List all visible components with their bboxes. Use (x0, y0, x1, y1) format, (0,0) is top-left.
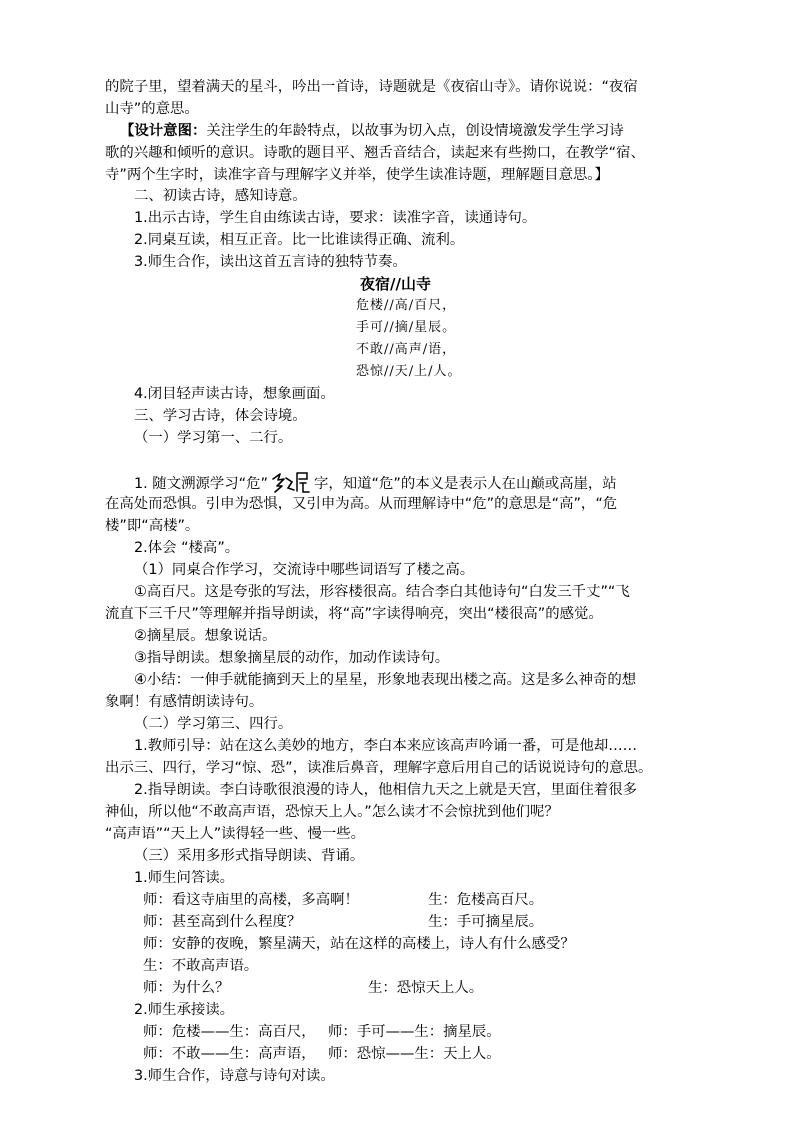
paragraph-line: （1）同桌合作学习，交流诗中哪些词语写了楼之高。 (134, 562, 475, 578)
paragraph-line: 在高处而恐惧。引申为恐惧，又引申为高。从而理解诗中“危”的意思是“高”，“危 (105, 496, 618, 512)
document-page: 的院子里，望着满天的星斗，吟出一首诗，诗题就是《夜宿山寺》。请你说说：“夜宿 山寺”的意思。 【设计意图：关注学生的年龄特点，以故事为切入点，创设情境激发学生学习诗 歌的兴趣和倾听的意识。诗歌的题目平、翘舌音结合，读起来有些拗口，在教学“宿、 寺”两个生字时，读准字音与理解字义并举，使学生读准诗题，理解题目意思。】 二、初读古诗，感知诗意。 1.出示古诗，学生自由练读古诗，要求：读准字音，读通诗句。 2.同桌互读，相互正音。比一比谁读得正确、流利。 3.师生合作，读出这首五言诗的独特节奏。 夜宿//山寺 危楼//高/百尺， 手可//摘/星辰。 不敢//高声/语， 恐惊//天/上/人。 4.闭目轻声读古诗，想象画面。 三、学习古诗，体会诗境。 （一）学习第一、二行。 1. 随文溯源学习“危” 字，知道“危”的本义是表示人在山巅或高崖，站 在高处而恐惧。引申为恐惧，又引申为高。从而理解诗中“危”的意思是“高”，“危 楼”即“高楼”。 2.体会 “楼高”。 （1）同桌合作学习，交流诗中哪些词语写了楼之高。 ①高百尺。这是夸张的写法，形容楼很高。结合李白其他诗句“白发三千丈”“飞 流直下三千尺”等理解并指导朗读，将“高”字读得响亮，突出“楼很高”的感觉。 ②摘星辰。想象说话。 ③指导朗读。想象摘星辰的动作，加动作读诗句。 ④小结：一伸手就能摘到天上的星星，形象地表现出楼之高。这是多么神奇的想 象啊！有感情朗读诗句。 （二）学习第三、四行。 1.教师引导：站在这么美妙的地方，李白本来应该高声吟诵一番，可是他却…… 出示三、四行，学习“惊、恐”，读准后鼻音，理解字意后用自己的话说说诗句的意思。 2.指导朗读。李白诗歌很浪漫的诗人，他相信九天之上就是天宫，里面住着很多 神仙，所以他“不敢高声语，恐惊天上人。”怎么读才不会惊扰到他们呢？ “高声语”“天上人”读得轻一些、慢一些。 （三）采用多形式指导朗读、背诵。 1.师生问答读。 师：看这寺庙里的高楼，多高啊！ 生：危楼高百尺。 师：甚至高到什么程度？ 生：手可摘星辰。 师：安静的夜晚，繁星满天，站在这样的高楼上，诗人有什么感受？ 生：不敢高声语。 师：为什么？ 生：恐惊天上人。 2.师生承接读。 师：危楼——生：高百尺， 师：手可——生：摘星辰。 师：不敢——生：高声语， 师：恐惊——生：天上人。 3.师生合作，诗意与诗句对读。 (0, 0, 794, 1123)
subsection-heading: 2.体会 “楼高”。 (134, 540, 240, 556)
list-item: 2.同桌互读，相互正音。比一比谁读得正确、流利。 (134, 232, 465, 248)
poem-title: 夜宿//山寺 (360, 275, 431, 293)
list-item: 3.师生合作，读出这首五言诗的独特节奏。 (134, 254, 407, 270)
paragraph-line: 2.指导朗读。李白诗歌很浪漫的诗人，他相信九天之上就是天宫，里面住着很多 (134, 782, 638, 798)
dialogue-row: 生：不敢高声语。 (143, 958, 259, 974)
subsection-heading: （二）学习第三、四行。 (134, 716, 293, 732)
list-item: 2.师生承接读。 (134, 1002, 235, 1018)
paragraph-line: 神仙，所以他“不敢高声语，恐惊天上人。”怎么读才不会惊扰到他们呢？ (105, 804, 559, 820)
list-item: 1.师生问答读。 (134, 870, 235, 886)
design-intent-line: 【设计意图：关注学生的年龄特点，以故事为切入点，创设情境激发学生学习诗 (120, 123, 624, 139)
dialogue-row: 师：安静的夜晚，繁星满天，站在这样的高楼上，诗人有什么感受？ (143, 936, 575, 952)
paragraph-line: 山寺”的意思。 (105, 101, 199, 117)
paragraph-line: 1.教师引导：站在这么美妙的地方，李白本来应该高声吟诵一番，可是他却…… (134, 738, 638, 754)
list-item: 3.师生合作，诗意与诗句对读。 (134, 1068, 335, 1084)
poem-line: 手可//摘/星辰。 (356, 320, 457, 335)
design-intent-line: 寺”两个生字时，读准字音与理解字义并举，使学生读准诗题，理解题目意思。】 (105, 167, 609, 183)
paragraph-line: 的院子里，望着满天的星斗，吟出一首诗，诗题就是《夜宿山寺》。请你说说：“夜宿 (105, 79, 638, 95)
poem-line: 恐惊//天/上/人。 (356, 364, 462, 379)
paragraph-line: ③指导朗读。想象摘星辰的动作，加动作读诗句。 (134, 650, 450, 666)
list-item: 1.出示古诗，学生自由练读古诗，要求：读准字音，读通诗句。 (134, 210, 537, 226)
paragraph-line: 1. 随文溯源学习“危” 字，知道“危”的本义是表示人在山巅或高崖，站 (134, 470, 734, 496)
paragraph-line: ④小结：一伸手就能摘到天上的星星，形象地表现出楼之高。这是多么神奇的想 (134, 672, 637, 688)
design-intent-heading: 【设计意图： (120, 123, 207, 139)
poem-line: 不敢//高声/语， (356, 342, 457, 357)
section-heading: 二、初读古诗，感知诗意。 (134, 188, 307, 204)
paragraph-line: “高声语”“天上人”读得轻一些、慢一些。 (105, 826, 366, 842)
paragraph-line: ②摘星辰。想象说话。 (134, 628, 277, 644)
ancient-character-wei-icon (270, 470, 312, 496)
paragraph-line: 象啊！有感情朗读诗句。 (105, 694, 264, 710)
section-heading: 三、学习古诗，体会诗境。 (134, 408, 307, 424)
paragraph-line: 出示三、四行，学习“惊、恐”，读准后鼻音，理解字意后用自己的话说说诗句的意思。 (105, 760, 653, 776)
paragraph-line: 楼”即“高楼”。 (105, 518, 200, 534)
design-intent-line: 歌的兴趣和倾听的意识。诗歌的题目平、翘舌音结合，读起来有些拗口，在教学“宿、 (105, 145, 645, 161)
paragraph-line: ①高百尺。这是夸张的写法，形容楼很高。结合李白其他诗句“白发三千丈”“飞 (134, 584, 630, 600)
list-item: 4.闭目轻声读古诗，想象画面。 (134, 386, 335, 402)
subsection-heading: （一）学习第一、二行。 (134, 430, 293, 446)
subsection-heading: （三）采用多形式指导朗读、背诵。 (134, 848, 365, 864)
paragraph-line: 流直下三千尺”等理解并指导朗读，将“高”字读得响亮，突出“楼很高”的感觉。 (105, 606, 603, 622)
poem-line: 危楼//高/百尺， (356, 298, 457, 313)
